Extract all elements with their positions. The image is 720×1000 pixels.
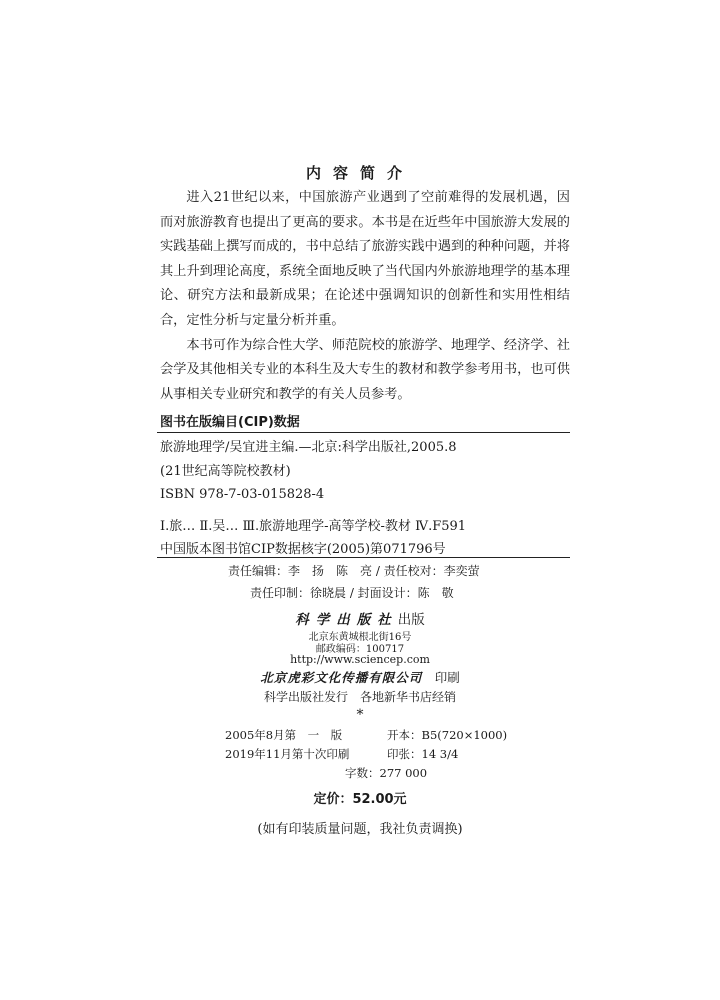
cip-isbn-line: ISBN 978-7-03-015828-4 [160,487,325,502]
intro-body [160,186,570,407]
cip-classification-line: Ⅰ.旅… Ⅱ.吴… Ⅲ.旅游地理学-高等学校-教材 Ⅳ.F591 [160,518,467,534]
publisher-website: http://www.sciencep.com [290,653,430,666]
printer-line [0,668,720,686]
first-edition-date: 2005年8月第 一 版 [225,728,343,742]
printer-logo-text: 北京虎彩文化传播有限公司 [260,670,423,685]
editors-block [0,560,720,604]
publisher-line [0,608,720,628]
edition-row-2 [225,745,507,764]
intro-paragraph-2: 本书可作为综合性大学、师范院校的旅游学、地理学、经济学、社会学及其他相关专业的本科生及大专生的教材和教学参考用书，也可供从事相关专业研究和教学的有关人员参考。 [160,337,570,402]
edition-row-1 [225,726,507,745]
printed-sheets: 印张：14 3/4 [387,747,459,761]
intro-paragraph-1: 进入21世纪以来，中国旅游产业遇到了空前难得的发展机遇，因而对旅游教育也提出了更高的要求。本书是在近些年中国旅游大发展的实践基础上撰写而成的，书中总结了旅游实践中遇到的种种问题，并将其上升到理论高度，系统全面地反映了当代国内外旅游地理学的基本理论、研究方法和最新成果；在论述中强调知识的创新性和实用性相结合，定性分析与定量分析并重。 [160,190,570,328]
editors-line-2: 责任印制：徐晓晨 / 封面设计：陈 敬 [250,586,454,600]
printer-suffix: 印刷 [434,670,460,685]
cip-bottom-rule [157,557,570,558]
cip-title-line: 旅游地理学/吴宜进主编.—北京:科学出版社,2005.8 [160,440,457,455]
word-count: 字数：277 000 [345,766,428,780]
publisher-suffix: 出版 [397,612,425,628]
editors-line-1: 责任编辑：李 扬 陈 亮 / 责任校对：李奕萤 [228,564,480,578]
intro-title: 内容简介 [305,164,414,182]
cip-series-line: (21世纪高等院校教材) [160,463,291,479]
book-format: 开本：B5(720×1000) [387,728,508,742]
reprint-date: 2019年11月第十次印刷 [225,747,350,761]
price-label: 定价：52.00元 [313,792,407,807]
section-separator: * [356,707,364,723]
edition-details [225,726,507,783]
cip-data-block [160,436,570,562]
publisher-address: 北京东黄城根北街16号 [308,632,412,643]
distribution-line: 科学出版社发行 各地新华书店经销 [263,690,456,704]
cip-record-number-line: 中国版本图书馆CIP数据核字(2005)第071796号 [160,542,446,557]
cip-heading: 图书在版编目(CIP)数据 [160,415,300,430]
cip-top-rule [157,432,570,433]
publisher-postcode: 邮政编码：100717 [315,644,405,655]
quality-notice: (如有印装质量问题，我社负责调换) [257,822,463,837]
publisher-logo-text: 科学出版社 [295,612,398,628]
